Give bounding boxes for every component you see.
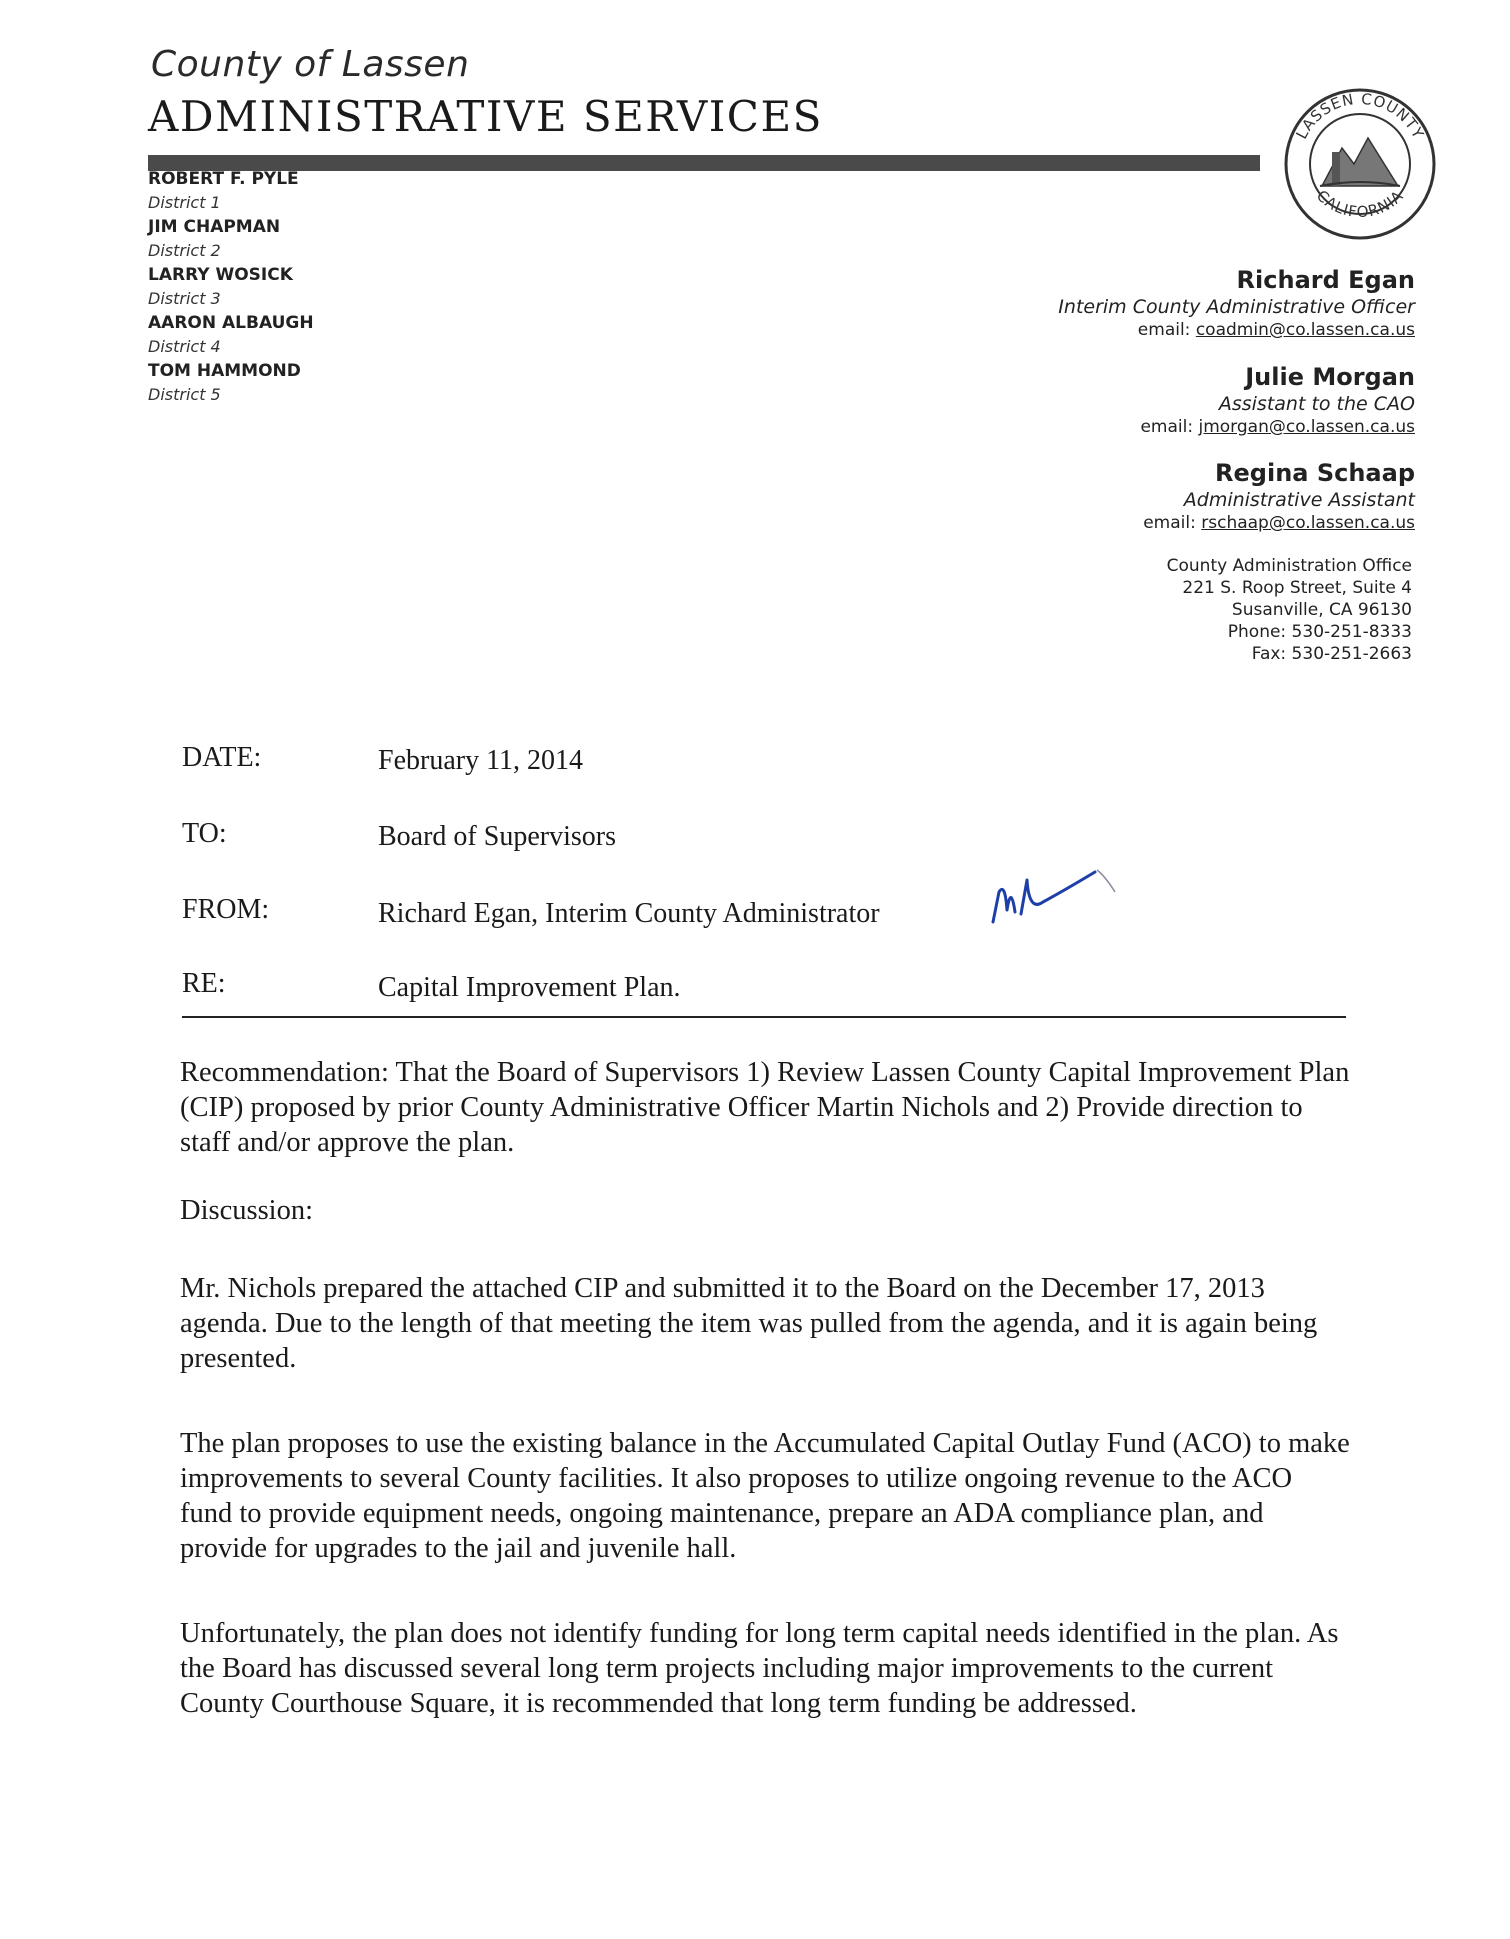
- discussion-paragraph-2: The plan proposes to use the existing balance in the Accumulated Capital Outlay Fund (ACO) to make improvements to several County facilities. It also proposes to utilize ongoing revenue to the ACO fund to provide equipment needs, ongoing maintenance, prepare an ADA compliance plan, and provide for upgrades to the jail and juvenile hall.: [180, 1428, 1350, 1564]
- supervisor-name: AARON ALBAUGH: [148, 313, 314, 333]
- supervisor-district: District 2: [148, 241, 221, 260]
- memo-divider: [182, 1016, 1346, 1018]
- staff-contact: [915, 265, 1415, 341]
- office-city: Susanville, CA 96130: [1231, 600, 1412, 620]
- date-label: DATE:: [182, 742, 262, 773]
- staff-email-line: [915, 319, 1415, 341]
- re-label: RE:: [182, 968, 226, 999]
- supervisor-district: District 1: [148, 193, 221, 212]
- board-list: [148, 167, 508, 407]
- board-member: [148, 263, 508, 311]
- staff-name: Richard Egan: [1236, 266, 1415, 294]
- supervisor-name: JIM CHAPMAN: [148, 217, 281, 237]
- svg-text:LASSEN COUNTY: [1292, 90, 1427, 142]
- staff-title: Interim County Administrative Officer: [1058, 296, 1415, 318]
- board-member: [148, 359, 508, 407]
- supervisor-district: District 3: [148, 289, 221, 308]
- discussion-heading: Discussion:: [180, 1195, 314, 1226]
- supervisor-name: TOM HAMMOND: [148, 361, 301, 381]
- staff-contact: [915, 362, 1415, 438]
- from-label: FROM:: [182, 894, 270, 925]
- office-fax: Fax: 530-251-2663: [1251, 644, 1412, 664]
- county-seal-icon: [1282, 86, 1438, 242]
- seal-top-text: LASSEN COUNTY: [1292, 89, 1428, 143]
- recommendation-paragraph: Recommendation: That the Board of Supervisors 1) Review Lassen County Capital Improvement Plan (CIP) proposed by prior County Administrative Officer Martin Nichols and 2) Provide direction to staff and/or approve the plan.: [180, 1057, 1350, 1158]
- office-street: 221 S. Roop Street, Suite 4: [1182, 578, 1412, 598]
- board-member: [148, 167, 508, 215]
- email-label: email:: [1137, 320, 1191, 340]
- staff-contact: [915, 458, 1415, 534]
- memo-to: Board of Supervisors: [378, 821, 616, 852]
- svg-text:CALIFORNIA: [1313, 187, 1407, 222]
- board-member: [148, 215, 508, 263]
- staff-title: Administrative Assistant: [1183, 489, 1415, 511]
- memo-date: February 11, 2014: [378, 745, 584, 776]
- office-address: [1012, 555, 1412, 665]
- staff-name: Regina Schaap: [1215, 459, 1415, 487]
- office-name: County Administration Office: [1166, 556, 1412, 576]
- seal-bottom-text: CALIFORNIA: [1312, 186, 1408, 222]
- email-label: email:: [1140, 417, 1194, 437]
- staff-email-line: [915, 512, 1415, 534]
- handwritten-signature: [985, 862, 1185, 932]
- to-label: TO:: [182, 818, 227, 849]
- board-member: [148, 311, 508, 359]
- supervisor-district: District 4: [148, 337, 221, 356]
- supervisor-name: ROBERT F. PYLE: [148, 169, 299, 189]
- staff-email-link[interactable]: rschaap@co.lassen.ca.us: [1201, 513, 1415, 533]
- supervisor-district: District 5: [148, 385, 221, 404]
- staff-email-link[interactable]: jmorgan@co.lassen.ca.us: [1198, 417, 1415, 437]
- memo-subject: Capital Improvement Plan.: [378, 972, 681, 1003]
- email-label: email:: [1143, 513, 1196, 533]
- office-phone: Phone: 530-251-8333: [1227, 622, 1412, 642]
- staff-name: Julie Morgan: [1245, 363, 1415, 391]
- discussion-paragraph-3: Unfortunately, the plan does not identify funding for long term capital needs identified in the plan. As the Board has discussed several long term projects including major improvements to the current County Courthouse Square, it is recommended that long term funding be addressed.: [180, 1618, 1339, 1719]
- county-name: County of Lassen: [151, 44, 470, 85]
- department-name: ADMINISTRATIVE SERVICES: [148, 92, 823, 141]
- staff-email-line: [915, 416, 1415, 438]
- supervisor-name: LARRY WOSICK: [148, 265, 293, 285]
- memo-from: Richard Egan, Interim County Administrator: [378, 898, 880, 929]
- staff-title: Assistant to the CAO: [1218, 393, 1415, 415]
- staff-email-link[interactable]: coadmin@co.lassen.ca.us: [1195, 320, 1415, 340]
- discussion-paragraph-1: Mr. Nichols prepared the attached CIP and submitted it to the Board on the December 17, 2013 agenda. Due to the length of that meeting the item was pulled from the agenda, and it is again being presented.: [180, 1273, 1318, 1374]
